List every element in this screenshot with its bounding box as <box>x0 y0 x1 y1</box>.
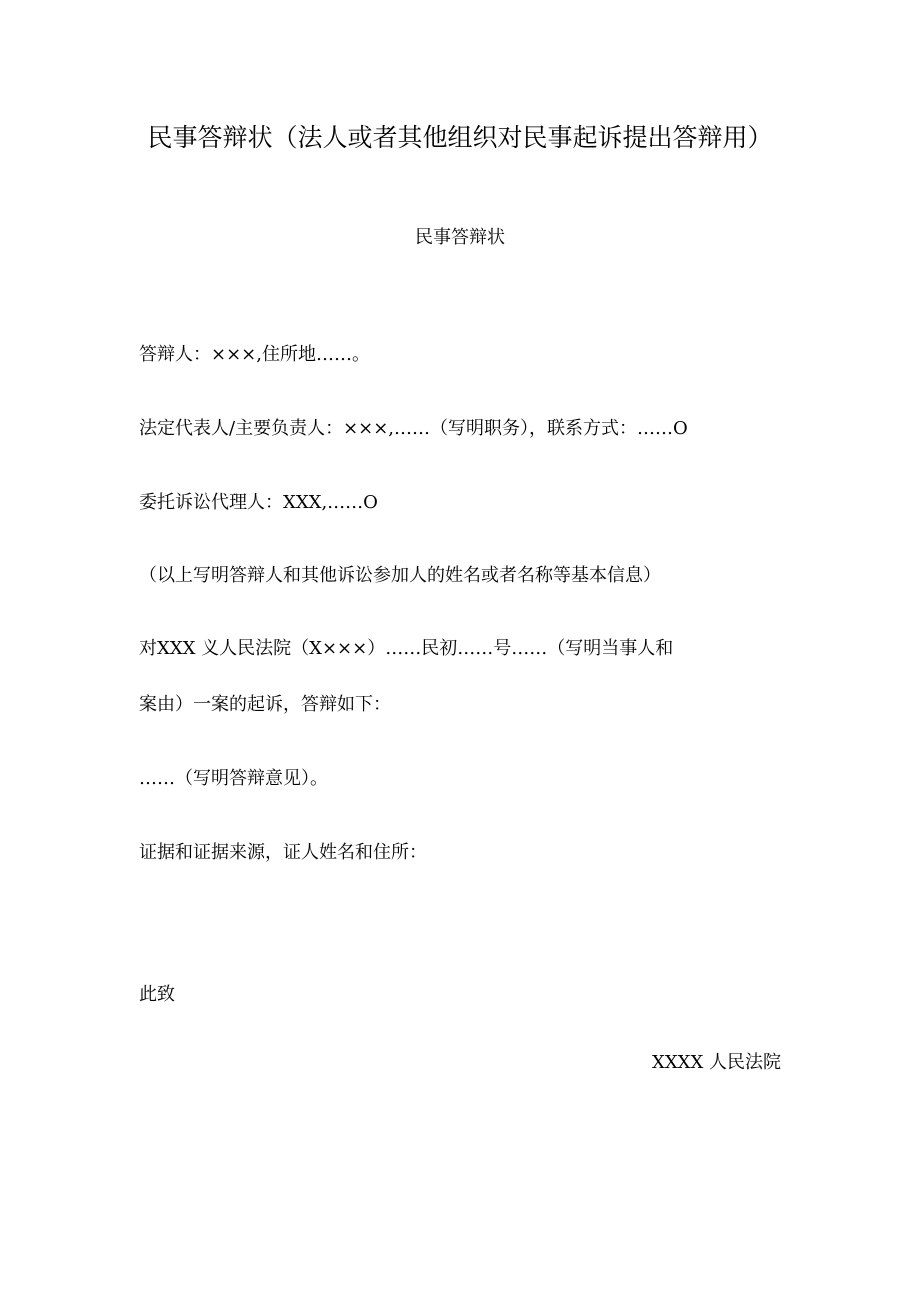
legal-representative-line: 法定代表人/主要负责人：×××,……（写明职务），联系方式：……O <box>139 418 688 439</box>
court-name: XXXX 人民法院 <box>652 1052 781 1073</box>
document-title: 民事答辩状（法人或者其他组织对民事起诉提出答辩用） <box>147 123 773 152</box>
info-note-line: （以上写明答辩人和其他诉讼参加人的姓名或者名称等基本信息） <box>139 565 661 586</box>
evidence-line: 证据和证据来源，证人姓名和住所： <box>139 842 427 863</box>
case-reason-line: 案由）一案的起诉，答辩如下： <box>139 694 391 715</box>
defense-opinion-line: ……（写明答辩意见）。 <box>139 768 328 789</box>
document-subtitle: 民事答辩状 <box>415 227 505 248</box>
respondent-line: 答辩人：×××,住所地……。 <box>139 344 370 365</box>
case-reference-line: 对XXX 义人民法院（X×××）……民初……号……（写明当事人和 <box>139 638 674 659</box>
salutation: 此致 <box>139 984 175 1005</box>
agent-line: 委托诉讼代理人：XXX,……O <box>139 492 378 513</box>
